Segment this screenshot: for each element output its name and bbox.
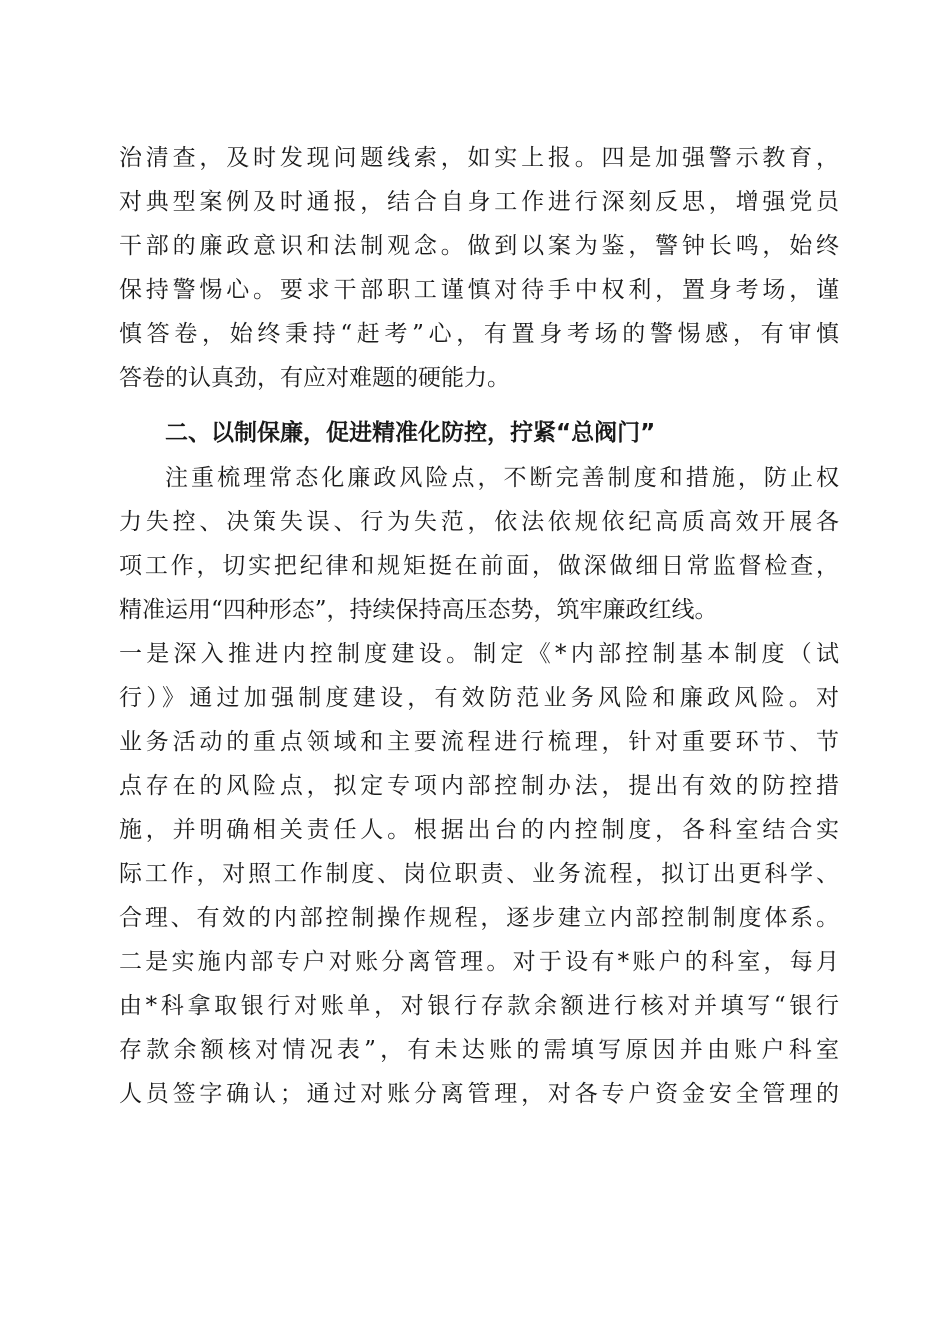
paragraph-1-line-1: 治清查，及时发现问题线索，如实上报。四是加强警示教育，	[119, 145, 839, 171]
paragraph-1-line-6: 答卷的认真劲，有应对难题的硬能力。	[119, 365, 510, 391]
paragraph-2-line-14: 存款余额核对情况表”，有未达账的需填写原因并由账户科室	[119, 1037, 839, 1063]
paragraph-2-line-13: 由*科拿取银行对账单，对银行存款余额进行核对并填写“银行	[119, 993, 839, 1019]
paragraph-2-line-10: 际工作，对照工作制度、岗位职责、业务流程，拟订出更科学、	[119, 861, 839, 887]
paragraph-2-line-4: 精准运用“四种形态”，持续保持高压态势，筑牢廉政红线。	[119, 597, 718, 623]
paragraph-2-line-2: 力失控、决策失误、行为失范，依法依规依纪高质高效开展各	[119, 509, 839, 535]
paragraph-1-line-4: 保持警惕心。要求干部职工谨慎对待手中权利，置身考场，谨	[119, 277, 839, 303]
paragraph-2-line-5: 一是深入推进内控制度建设。制定《*内部控制基本制度（试	[119, 641, 839, 667]
paragraph-2-line-1: 注重梳理常态化廉政风险点，不断完善制度和措施，防止权	[165, 465, 839, 491]
section-heading-2: 二、以制保廉，促进精准化防控，拧紧“总阀门”	[165, 420, 656, 446]
paragraph-2-line-15: 人员签字确认；通过对账分离管理，对各专户资金安全管理的	[119, 1081, 839, 1107]
paragraph-2-line-8: 点存在的风险点，拟定专项内部控制办法，提出有效的防控措	[119, 773, 839, 799]
paragraph-2-line-9: 施，并明确相关责任人。根据出台的内控制度，各科室结合实	[119, 817, 839, 843]
paragraph-1-line-5: 慎答卷，始终秉持“赶考”心，有置身考场的警惕感，有审慎	[119, 321, 839, 347]
paragraph-2-line-12: 二是实施内部专户对账分离管理。对于设有*账户的科室，每月	[119, 949, 839, 975]
paragraph-2-line-11: 合理、有效的内部控制操作规程，逐步建立内部控制制度体系。	[119, 905, 839, 931]
paragraph-1-line-2: 对典型案例及时通报，结合自身工作进行深刻反思，增强党员	[119, 189, 839, 215]
paragraph-2-line-3: 项工作，切实把纪律和规矩挺在前面，做深做细日常监督检查，	[119, 553, 839, 579]
paragraph-1-line-3: 干部的廉政意识和法制观念。做到以案为鉴，警钟长鸣，始终	[119, 233, 839, 259]
paragraph-2-line-7: 业务活动的重点领域和主要流程进行梳理，针对重要环节、节	[119, 729, 839, 755]
paragraph-2-line-6: 行）》通过加强制度建设，有效防范业务风险和廉政风险。对	[119, 685, 839, 711]
